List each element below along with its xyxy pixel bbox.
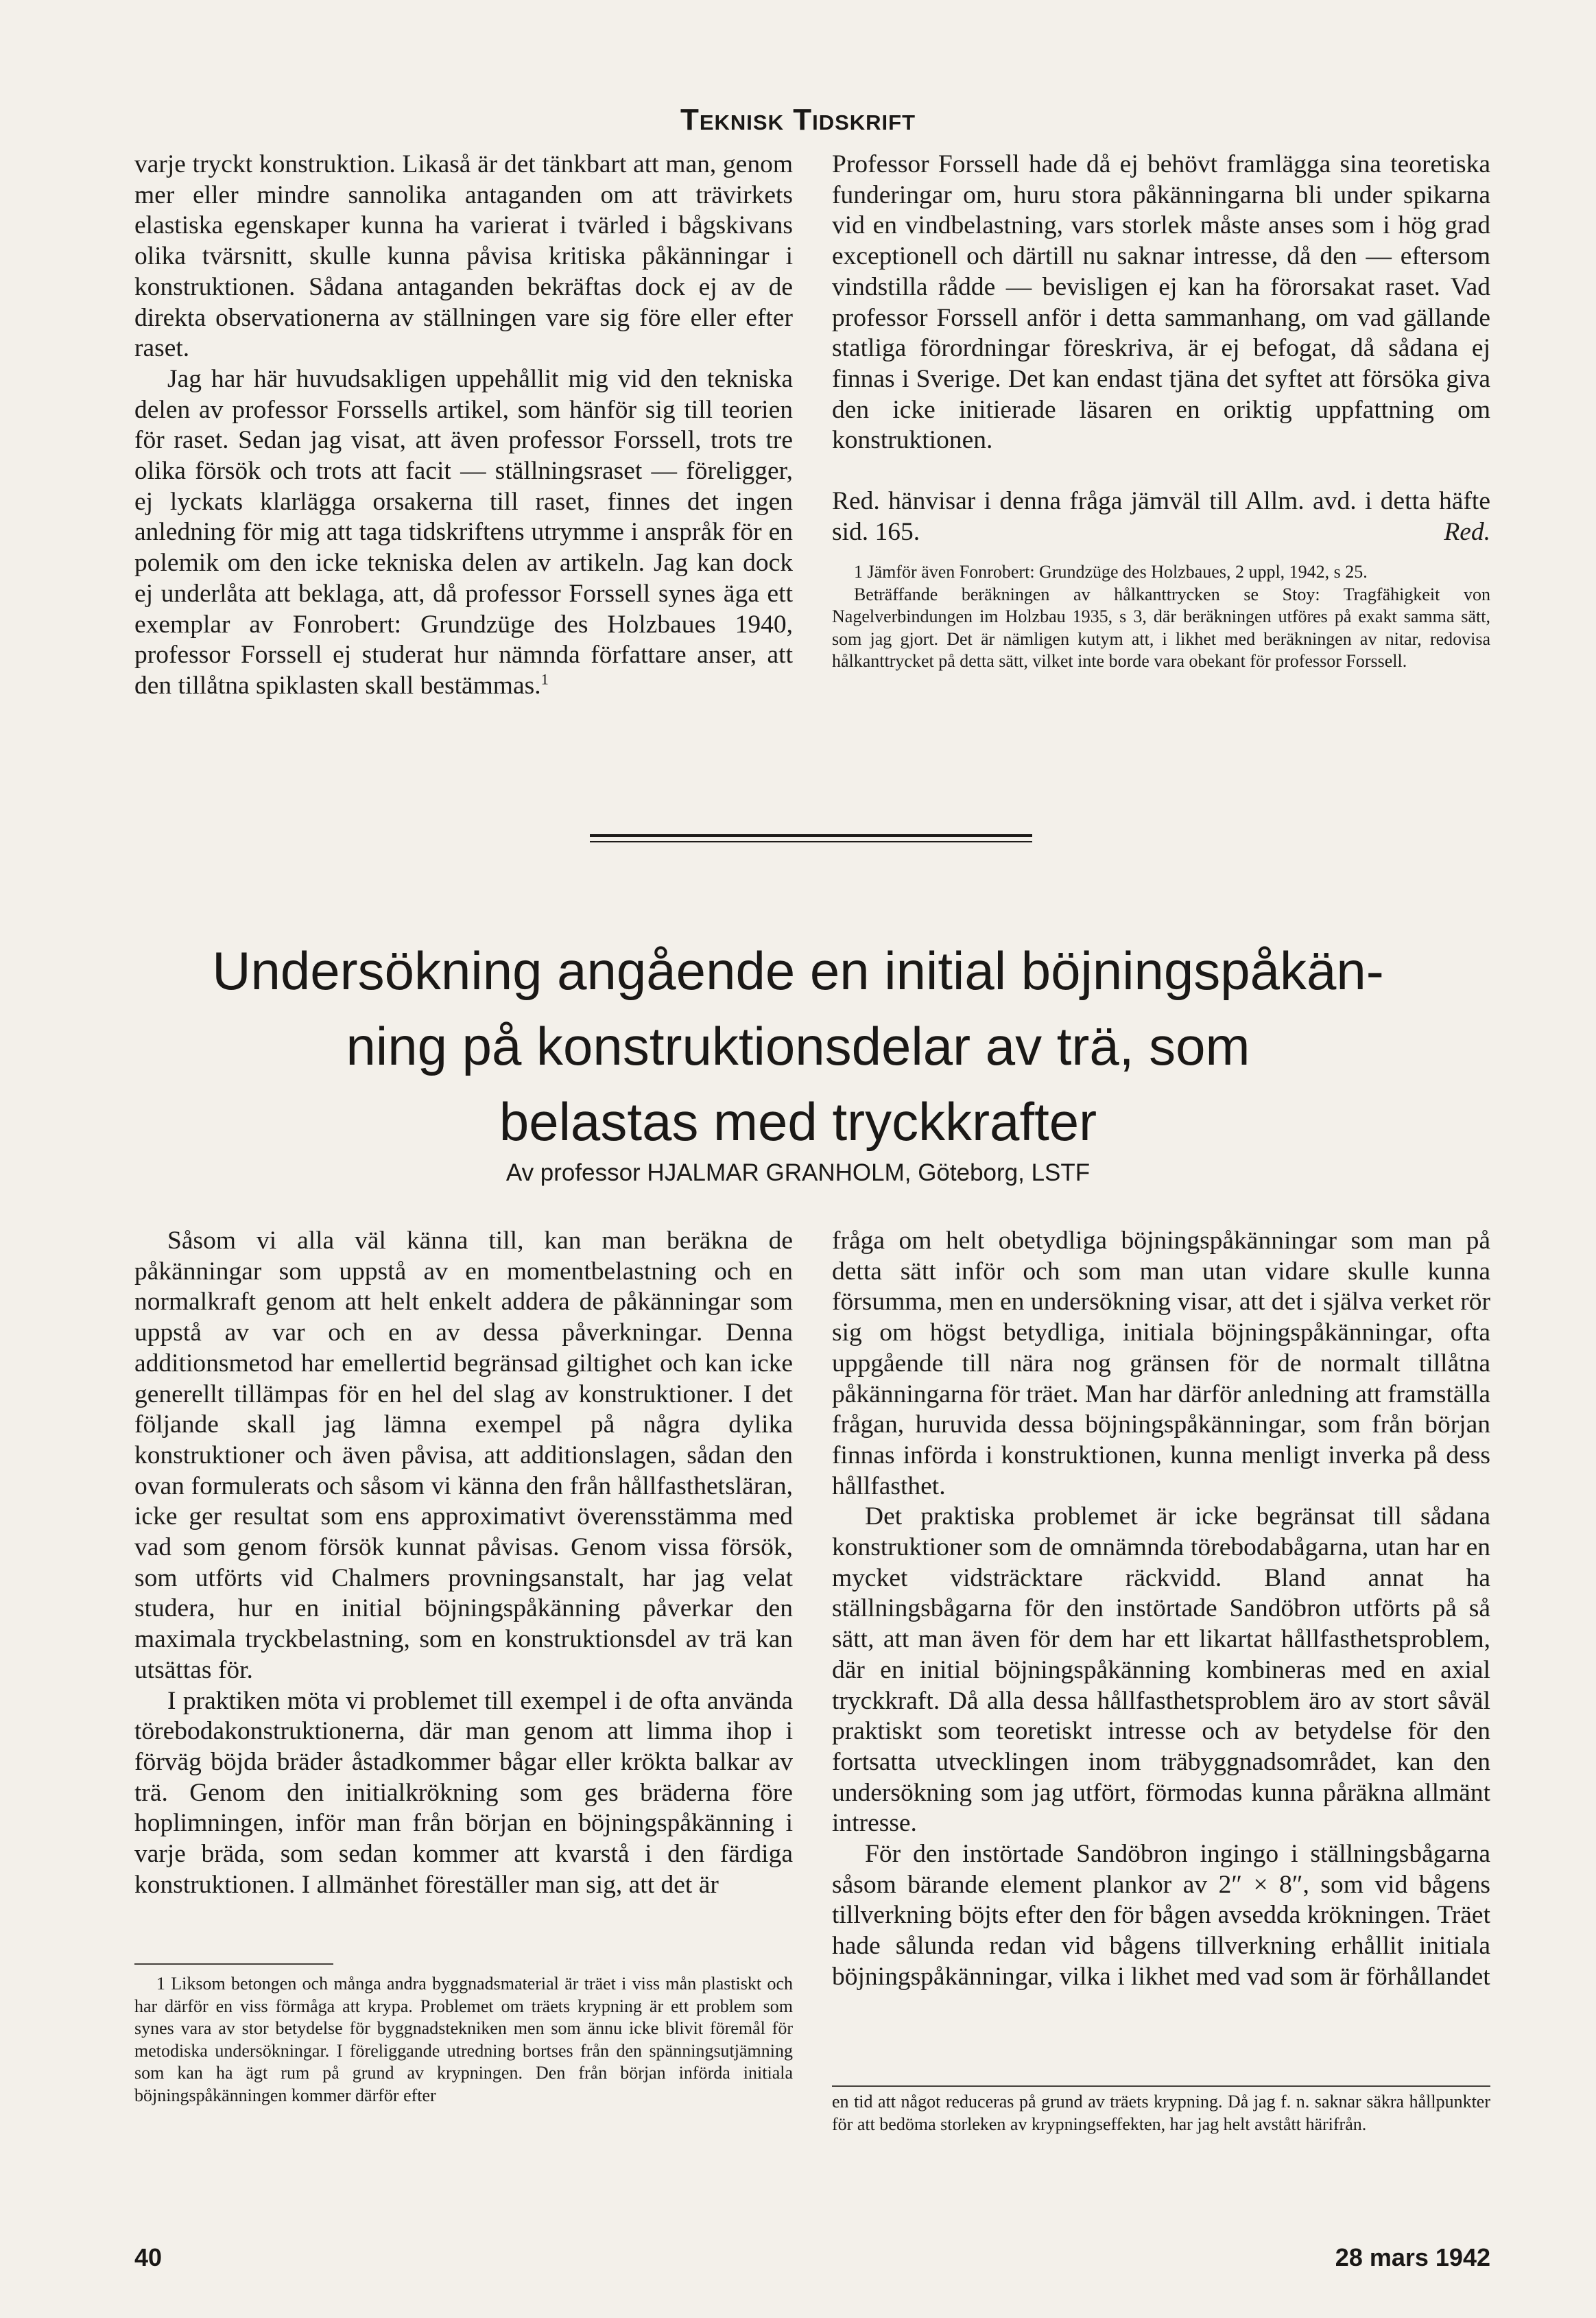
top-right-paragraph: Professor Forssell hade då ej behövt framlägga sina teoretiska funderingar om, huru stora påkänningarna bli under spikarna vid en vindbelastning, vars storlek måste anses som i hög grad exceptionell och därtill nu saknar intresse, då den — eftersom vindstilla rådde — bevisligen ej kan ha förorsakat raset. Vad professor Forssell anför i detta sammanhang, om vad gällande statliga förordningar föreskriva, är ej befogat, då sådana ej finnas i Sverige. Det kan endast tjäna det syftet att försöka giva den icke initierade läsaren en oriktig uppfattning om konstruktionen. — [832, 150, 1490, 455]
section-divider — [590, 834, 1032, 837]
bottom-right-footnote — [832, 2091, 1490, 2136]
footnote-rule-right — [832, 2085, 1490, 2087]
footnote-mark: 1 — [540, 670, 549, 688]
footnote-2: Beträffande beräkningen av hålkanttrycken se Stoy: Tragfähigkeit von Nagelverbindungen im Holzbau 1935, s 3, där beräkningen utföres på exakt samma sätt, som jag gjort. Det är nämligen kutym att, i likhet med beräkningen av nitar, redovisa hålkanttrycket på detta sätt, vilket inte borde vara obekant för professor Forssell. — [832, 584, 1490, 672]
red-signature: Red. — [1444, 517, 1490, 546]
bottom-right-paragraph-2: Det praktiska problemet är icke begränsat till sådana konstruktioner som de omnämnda törebodabågarna, utan har en mycket vidsträcktare räckvidd. Bland annat ha ställningsbågarna för den instörtade Sandöbron utförts på så sätt, att man även för dem har ett likartat hållfasthetsproblem, där en initial böjningspåkänning kombineras med en axial tryckkraft. Då alla dessa hållfasthetsproblem äro av stort såväl praktiskt som teoretiskt intresse och av betydelse för den fortsatta utvecklingen inom träbyggnadsområdet, kan den undersökning som jag utfört, förmodas kunna påräkna allmänt intresse. — [832, 1502, 1490, 1838]
top-right-column — [832, 150, 1490, 673]
bottom-right-paragraph-1: fråga om helt obetydliga böjningspåkänningar som man på detta sätt inför och som man utan vidare skulle kunna försumma, men en undersökning visar, att det i själva verket rör sig om högst betydliga, initiala böjningspåkänningar, ofta uppgående till nära nog gränsen för de normalt tillåtna påkänningarna för träet. Man har därför anledning att framställa frågan, huruvida dessa böjningspåkänningar, som från början finnas införda i konstruktionen, kunna menligt inverka på dess hållfasthet. — [832, 1227, 1490, 1500]
article-title — [110, 933, 1486, 1159]
bottom-left-paragraph-2: I praktiken möta vi problemet till exempel i de ofta använda törebodakonstruktionerna, där man genom att limma ihop i förväg böjda bräder åstadkommer bågar eller krökta balkar av trä. Genom den initialkrökning som ges bräderna före hoplimningen, inför man från början en böjningspåkänning i varje bräda, som sedan kommer att kvarstå i den färdiga konstruktionen. I allmänhet föreställer man sig, att det är — [134, 1686, 793, 1899]
issue-date: 28 mars 1942 — [1335, 2243, 1490, 2271]
title-line-2: ning på konstruktionsdelar av trä, som — [346, 1016, 1250, 1076]
bottom-right-column — [832, 1226, 1490, 1993]
footnote-krypning: 1 Liksom betongen och många andra byggnadsmaterial är träet i viss mån plastiskt och har därför en viss förmåga att krypa. Problemet om träets krypning är ett problem som synes vara av stor betydelse för byggnadstekniken men som ännu icke blivit föremål för metodiska undersökningar. I föreliggande utredning bortses från den spänningsutjämning som kan ha ägt rum på grund av krypningen. Den från början införda initiala böjningspåkänningen kommer därför efter — [134, 1974, 793, 2105]
top-left-paragraph-1: varje tryckt konstruktion. Likaså är det tänkbart att man, genom mer eller mindre sannolika antaganden om att trävirkets elastiska egenskaper kunna ha varierat i tvärled i bågskivans olika tvärsnitt, skulle kunna påvisa kritiska påkänningar i konstruktionen. Sådana antaganden bekräftas dock ej av de direkta observationerna av ställningen vare sig före eller efter raset. — [134, 150, 793, 363]
bottom-left-footnote — [134, 1973, 793, 2107]
bottom-left-paragraph-1: Såsom vi alla väl känna till, kan man beräkna de påkänningar som uppstå av en momentbelastning och en normalkraft genom att helt enkelt addera de påkänningar som uppstå av var och en av dessa påverkningar. Denna additionsmetod har emellertid begränsad giltighet och kan icke generellt tillämpas för en hel del slag av konstruktioner. I det följande skall jag lämna exempel på några dylika konstruktioner och även påvisa, att additionslagen, sådan den ovan formulerats och såsom vi känna den från hållfasthetsläran, icke ger resultat som ens approximativt överensstämma med vad som genom försök kunnat påvisas. Genom vissa försök, som utförts vid Chalmers provningsanstalt, har jag velat studera, hur en initial böjningspåkänning påverkar den maximala tryckbelastning, som en konstruktionsdel av trä kan utsättas för. — [134, 1227, 793, 1684]
red-note: Red. hänvisar i denna fråga jämväl till Allm. avd. i detta häfte sid. 165. Red. — [832, 486, 1490, 547]
footnote-continuation: en tid att något reduceras på grund av träets krypning. Då jag f. n. saknar säkra hållpunkter för att bedöma storleken av krypningseffekten, har jag helt avstått härifrån. — [832, 2092, 1490, 2134]
section-divider-thin — [590, 841, 1032, 842]
top-left-column — [134, 150, 793, 702]
journal-header: Teknisk Tidskrift — [680, 103, 916, 137]
page-number: 40 — [134, 2243, 163, 2271]
top-left-paragraph-2: Jag har här huvudsakligen uppehållit mig vid den tekniska delen av professor Forssells artikel, som hänför sig till teorien för raset. Sedan jag visat, att även professor Forssell, trots tre olika försök och trots att facit — ställningsraset — föreligger, ej lyckats klarlägga orsakerna till raset, finnes det ingen anledning för mig att taga tidskriftens utrymme i anspråk för en polemik om den icke tekniska delen av artikeln. Jag kan dock ej underlåta att beklaga, att, då professor Forssell synes äga ett exemplar av Fonrobert: Grundzüge des Holzbaues 1940, professor Forssell ej studerat hur nämnda författare anser, att den tillåtna spiklasten skall bestämmas.$^1$ — [134, 364, 793, 700]
bottom-left-column — [134, 1226, 793, 1900]
article-byline: Av professor HJALMAR GRANHOLM, Göteborg, LSTF — [505, 1159, 1091, 1186]
footnote-1: 1 Jämför även Fonrobert: Grundzüge des Holzbaues, 2 uppl, 1942, s 25. — [854, 562, 1368, 582]
bottom-right-paragraph-3: För den instörtade Sandöbron ingingo i ställningsbågarna såsom bärande element plankor av 2″ × 8″, som vid bågens tillverkning böjts efter den för bågen avsedda krökningen. Träet hade sålunda redan vid bågens tillverkning erhållit initiala böjningspåkänningar, vilka i likhet med vad som är förhållandet — [832, 1840, 1490, 1991]
footnote-rule — [134, 1963, 333, 1965]
title-line-1: Undersökning angående en initial böjningspåkän- — [212, 941, 1384, 1001]
title-line-3: belastas med tryckkrafter — [499, 1091, 1097, 1152]
